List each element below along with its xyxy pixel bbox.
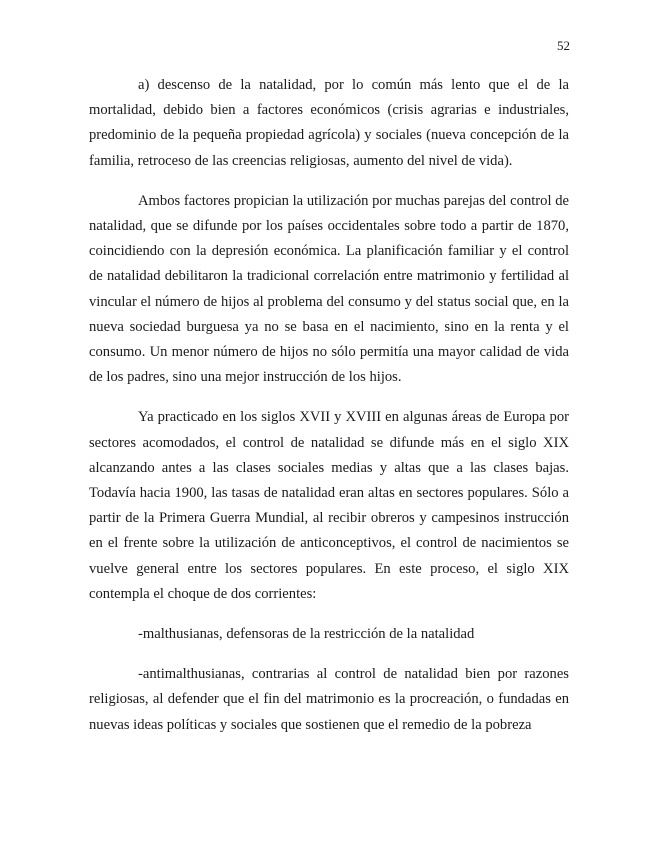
paragraph-birth-control-factors: Ambos factores propician la utilización por muchas parejas del control de natalidad, que se difunde por los países occidentales sobre todo a partir de 1870, coincidiendo con la depresión económica. La planificación familiar y el control de natalidad debilitaron la tradicional correlación entre matrimonio y fertilidad al vincular el número de hijos al problema del consumo y del status social que, en la nueva sociedad burguesa ya no se basa en el nacimiento, sino en la renta y el consumo. Un menor número de hijos no sólo permitía una mayor calidad de vida de los padres, sino una mejor instrucción de los hijos. (89, 192, 569, 386)
body-text (89, 73, 569, 753)
list-item-antimalthusian: -antimalthusianas, contrarias al control de natalidad bien por razones religiosas, al defender que el fin del matrimonio es la procreación, o fundadas en nuevas ideas políticas y sociales que sostienen que el remedio de la pobreza (89, 666, 569, 733)
paragraph-natality-decline: a) descenso de la natalidad, por lo común más lento que el de la mortalidad, debido bien a factores económicos (crisis agrarias e industriales, predominio de la pequeña propiedad agrícola) y sociales (nueva concepción de la familia, retroceso de las creencias religiosas, aumento del nivel de vida). (89, 77, 569, 169)
page-number: 52 (557, 38, 570, 53)
list-item-malthusian: -malthusianas, defensoras de la restricción de la natalidad (138, 626, 475, 643)
paragraph-birth-control-history: Ya practicado en los siglos XVII y XVIII en algunas áreas de Europa por sectores acomodados, el control de natalidad se difunde más en el siglo XIX alcanzando antes a las clases sociales medias y altas que a las clases bajas. Todavía hacia 1900, las tasas de natalidad eran altas en sectores populares. Sólo a partir de la Primera Guerra Mundial, al recibir obreros y campesinos instrucción en el frente sobre la utilización de anticonceptivos, el control de nacimientos se vuelve general entre los sectores populares. En este proceso, el siglo XIX contempla el choque de dos corrientes: (89, 409, 569, 602)
